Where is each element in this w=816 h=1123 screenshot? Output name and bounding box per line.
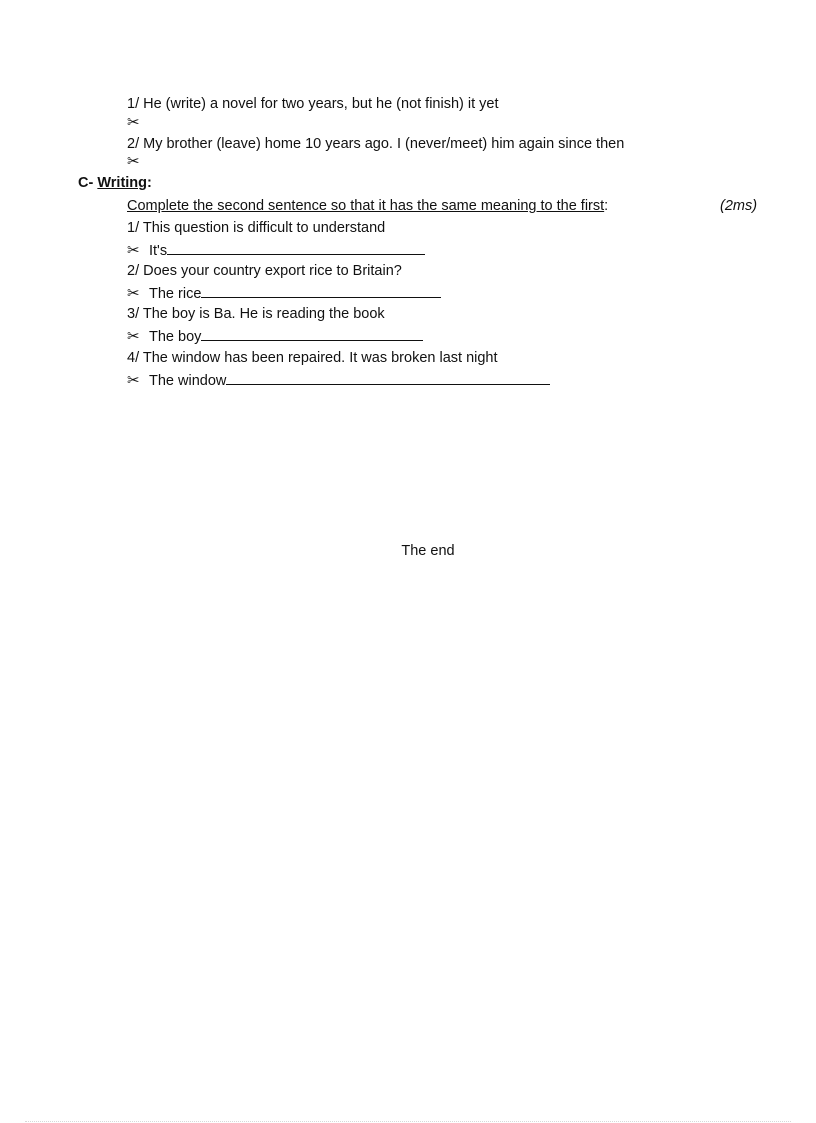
answer-line-1 [127,114,149,131]
writing-question-3 [127,306,385,322]
writing-answer-3 [127,327,423,345]
answer-line-2 [127,153,149,170]
end-text: The end [401,543,455,559]
scissors-icon: ✂ [127,113,140,131]
writing-answer-1 [127,241,425,259]
rewrite-item-1 [127,96,499,112]
instruction-colon: : [604,198,609,214]
scissors-icon: ✂ [127,284,140,302]
answer-blank[interactable] [201,327,423,341]
answer-prompt: The rice [149,286,202,302]
answer-prompt: It's [149,243,168,259]
rewrite-item-2 [127,136,624,152]
writing-question-4 [127,350,498,366]
question-text: 3/ The boy is Ba. He is reading the book [127,306,385,322]
page-bottom-rule [25,1121,791,1122]
writing-answer-2 [127,284,441,302]
scissors-icon: ✂ [127,152,140,170]
instruction-text: Complete the second sentence so that it has the same meaning to the first [127,198,605,214]
scissors-icon: ✂ [127,371,140,389]
rewrite-item-text: 2/ My brother (leave) home 10 years ago. I (never/meet) him again since then [127,136,625,152]
question-text: 2/ Does your country export rice to Britain? [127,263,402,279]
answer-prompt: The window [149,373,227,389]
section-colon: : [147,175,152,191]
marks-label: (2ms) [720,198,758,214]
instruction-line [127,198,608,214]
answer-blank[interactable] [226,371,550,385]
section-title: Writing [97,175,148,191]
scissors-icon: ✂ [127,241,140,259]
answer-prompt: The boy [149,329,202,345]
rewrite-item-text: 1/ He (write) a novel for two years, but he (not finish) it yet [127,96,499,112]
writing-question-2 [127,263,402,279]
scissors-icon: ✂ [127,327,140,345]
answer-blank[interactable] [167,241,425,255]
question-text: 1/ This question is difficult to understand [127,220,386,236]
question-text: 4/ The window has been repaired. It was broken last night [127,350,498,366]
writing-answer-4 [127,371,550,389]
section-heading [78,175,152,191]
answer-blank[interactable] [201,284,441,298]
section-label: C- [78,175,94,191]
writing-question-1 [127,220,385,236]
